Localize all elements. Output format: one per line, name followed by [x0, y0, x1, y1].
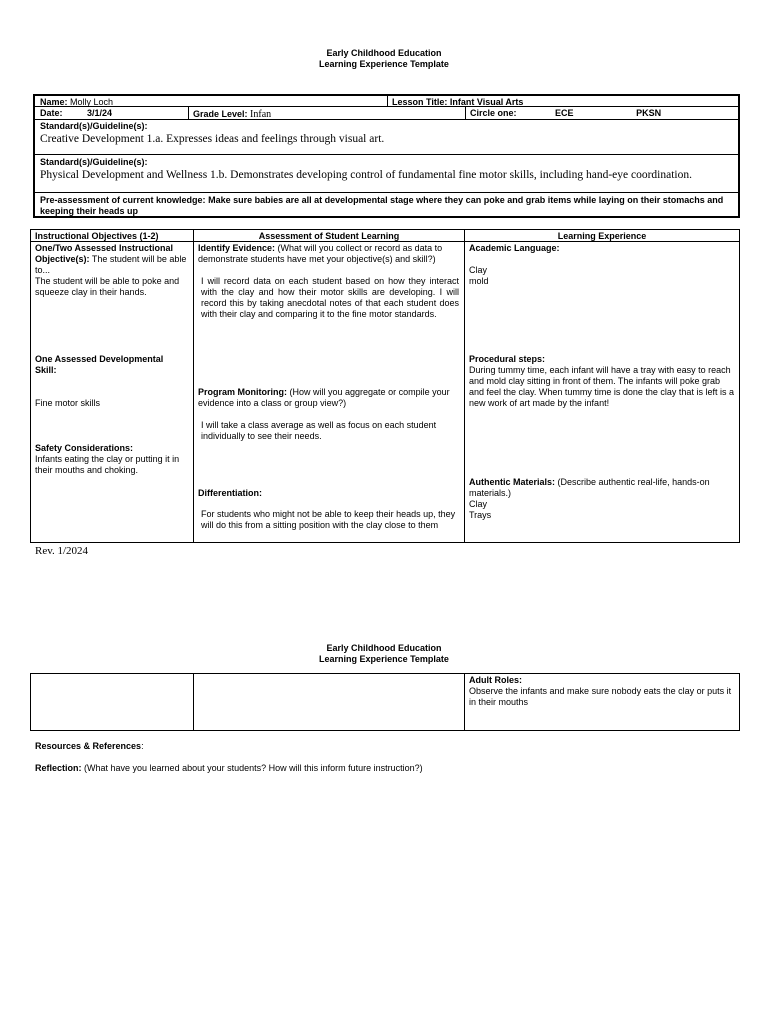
- developmental-skill-section: [31, 353, 191, 410]
- objectives-section: [31, 242, 191, 299]
- evidence-section: [194, 242, 463, 321]
- standard-2-label: Standard(s)/Guideline(s):: [40, 157, 148, 167]
- materials-label: Authentic Materials:: [469, 477, 556, 487]
- pre-assessment: [36, 194, 736, 218]
- procedural-steps-value: During tummy time, each infant will have a tray with easy to reach and mold clay sitting in front of them. The infants will poke grab and feel the clay. When tummy time is done the clay that is left is a new work of art made by the infant!: [469, 365, 734, 408]
- circle-option-ece: ECE: [555, 108, 574, 118]
- academic-language-item: mold: [469, 276, 489, 286]
- pre-assessment-value: Make sure babies are all at developmental stage where they can poke and grab items while laying on their stomachs and keeping their heads up: [40, 195, 724, 216]
- col-header-assessment: Assessment of Student Learning: [258, 231, 400, 241]
- standard-2: [36, 156, 736, 183]
- standard-1: [36, 120, 736, 147]
- safety-section: [31, 442, 191, 477]
- circle-one-field: [466, 107, 738, 120]
- differentiation-label: Differentiation:: [198, 488, 262, 498]
- standard-1-value: Creative Development 1.a. Expresses ideas and feelings through visual art.: [40, 133, 385, 145]
- academic-language-label: Academic Language:: [469, 243, 560, 253]
- date-label: Date:: [40, 108, 63, 118]
- lesson-title-value: Infant Visual Arts: [449, 97, 524, 107]
- materials-item: Clay: [469, 499, 488, 509]
- adult-roles-value: Observe the infants and make sure nobody eats the clay or puts it in their mouths: [469, 686, 732, 707]
- page2-heading-template: Learning Experience Template: [319, 654, 449, 664]
- monitoring-label: Program Monitoring:: [198, 387, 287, 397]
- objectives-intro: The student will be able to...: [35, 254, 187, 275]
- name-label: Name:: [40, 97, 68, 107]
- grade-level-label: Grade Level:: [193, 109, 248, 119]
- reflection-label: Reflection:: [35, 763, 82, 773]
- page1-heading-template: Learning Experience Template: [319, 59, 449, 69]
- adult-roles-section: [465, 674, 738, 709]
- materials-section: [465, 476, 738, 522]
- learning-experience-table: [30, 229, 740, 543]
- circle-one-label: Circle one:: [470, 108, 517, 118]
- materials-item: Trays: [469, 510, 492, 520]
- procedural-steps-section: [465, 353, 738, 410]
- circle-option-pksn: PKSN: [636, 108, 662, 118]
- objectives-label: One/Two Assessed Instructional Objective(s):: [35, 243, 174, 264]
- resources-label: Resources & References: [35, 741, 142, 751]
- safety-label: Safety Considerations:: [35, 443, 134, 453]
- monitoring-section: [194, 386, 463, 443]
- evidence-value: I will record data on each student based on how they interact with the clay and how their motor skills are developing. I will record this by taking anecdotal notes of that each student does with their clay and comparing it to the fine motor standards.: [201, 276, 459, 319]
- page1-heading-program: Early Childhood Education: [326, 48, 442, 58]
- safety-value: Infants eating the clay or putting it in their mouths and choking.: [35, 454, 180, 475]
- name-value: Molly Loch: [70, 97, 114, 107]
- evidence-prompt: (What will you collect or record as data to demonstrate students have met your objective(s) and skill?): [198, 243, 443, 264]
- objectives-value: The student will be able to poke and squeeze clay in their hands.: [35, 276, 180, 297]
- materials-prompt: (Describe authentic real-life, hands-on materials.): [469, 477, 710, 498]
- standard-2-value: Physical Development and Wellness 1.b. Demonstrates developing control of fundamental fine motor skills, including hand-eye coordination.: [40, 169, 692, 181]
- adult-roles-label: Adult Roles:: [469, 675, 522, 685]
- page2-heading-program: Early Childhood Education: [326, 643, 442, 653]
- date-value: 3/1/24: [87, 108, 113, 118]
- standard-1-label: Standard(s)/Guideline(s):: [40, 121, 148, 131]
- adult-roles-table: [30, 673, 740, 731]
- lesson-title-label: Lesson Title:: [392, 97, 448, 107]
- academic-language-item: Clay: [469, 265, 488, 275]
- procedural-steps-label: Procedural steps:: [469, 354, 546, 364]
- reflection: [35, 763, 423, 774]
- monitoring-prompt: (How will you aggregate or compile your evidence into a class or group view?): [198, 387, 450, 408]
- differentiation-value: For students who might not be able to keep their heads up, they will do this from a sitting position with the clay close to them: [201, 509, 456, 530]
- developmental-skill-value: Fine motor skills: [35, 398, 101, 408]
- monitoring-value: I will take a class average as well as focus on each student individually to see their needs.: [201, 420, 437, 441]
- pre-assessment-label: Pre-assessment of current knowledge:: [40, 195, 206, 205]
- resources-colon: :: [141, 741, 144, 751]
- lesson-info-table: [33, 94, 740, 218]
- col-header-learning-experience: Learning Experience: [557, 231, 647, 241]
- grade-level-value: Infan: [250, 109, 272, 120]
- differentiation-section: [194, 487, 463, 532]
- revision-note: Rev. 1/2024: [35, 545, 89, 557]
- date-field: [36, 107, 186, 120]
- col-header-objectives: Instructional Objectives (1-2): [35, 231, 159, 241]
- evidence-label: Identify Evidence:: [198, 243, 276, 253]
- resources-references: [35, 741, 144, 752]
- developmental-skill-label: One Assessed Developmental Skill:: [35, 354, 164, 375]
- academic-language-section: [465, 242, 738, 288]
- reflection-prompt: (What have you learned about your students? How will this inform future instruction?): [81, 763, 423, 773]
